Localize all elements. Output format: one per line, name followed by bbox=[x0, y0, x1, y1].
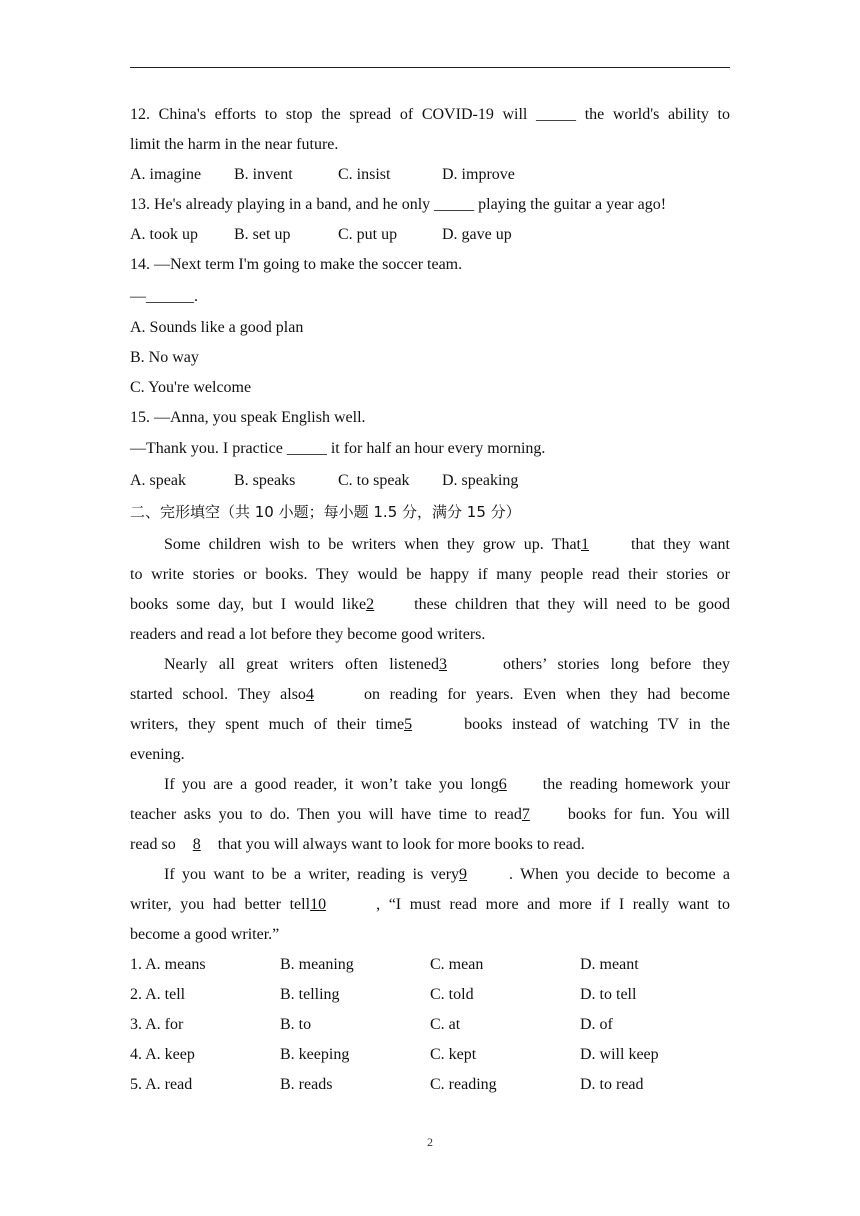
cloze-4-option-a: 4. A. keep bbox=[130, 1046, 195, 1063]
blank-4: 4 bbox=[305, 686, 314, 703]
blank-2: 2 bbox=[366, 596, 375, 613]
blank-8: 8 bbox=[192, 836, 201, 853]
blank-7: 7 bbox=[521, 806, 530, 823]
cloze-2-option-d: D. to tell bbox=[580, 986, 637, 1003]
cloze-1-option-d: D. meant bbox=[580, 956, 639, 973]
q12-option-d: D. improve bbox=[442, 166, 515, 183]
passage-line: writers, they spent much of their time5 books instead of watching TV in the bbox=[130, 716, 731, 733]
passage-line: If you want to be a writer, reading is very9 . When you decide to become a bbox=[164, 866, 731, 883]
passage-line: evening. bbox=[130, 746, 185, 763]
passage-line: books some day, but I would like2 these children that they will need to be good bbox=[130, 596, 730, 613]
cloze-5-option-a: 5. A. read bbox=[130, 1076, 193, 1093]
cloze-3-option-d: D. of bbox=[580, 1016, 613, 1033]
question-15-response: —Thank you. I practice _____ it for half an hour every morning. bbox=[130, 440, 546, 457]
cloze-3-option-a: 3. A. for bbox=[130, 1016, 184, 1033]
q15-option-d: D. speaking bbox=[442, 472, 519, 489]
cloze-1-option-b: B. meaning bbox=[280, 956, 354, 973]
question-13-text: 13. He's already playing in a band, and he only _____ playing the guitar a year ago! bbox=[130, 196, 667, 213]
cloze-3-option-c: C. at bbox=[430, 1016, 461, 1033]
cloze-3-option-b: B. to bbox=[280, 1016, 312, 1033]
cloze-2-option-c: C. told bbox=[430, 986, 474, 1003]
passage-line: writer, you had better tell10 , “I must read more and more if I really want to bbox=[130, 896, 731, 913]
q12-option-c: C. insist bbox=[338, 166, 391, 183]
cloze-5-option-b: B. reads bbox=[280, 1076, 333, 1093]
q14-option-b: B. No way bbox=[130, 349, 199, 366]
blank-1: 1 bbox=[581, 536, 589, 553]
q13-option-a: A. took up bbox=[130, 226, 198, 243]
header-rule bbox=[130, 67, 730, 68]
q15-option-a: A. speak bbox=[130, 472, 186, 489]
passage-line: to write stories or books. They would be happy if many people read their stories or bbox=[130, 566, 730, 583]
question-12-text: 12. China's efforts to stop the spread of COVID-19 will _____ the world's ability to bbox=[130, 106, 730, 123]
cloze-5-option-c: C. reading bbox=[430, 1076, 497, 1093]
passage-line: If you are a good reader, it won’t take you long6 the reading homework your bbox=[164, 776, 731, 793]
passage-line: become a good writer.” bbox=[130, 926, 280, 943]
q14-option-a: A. Sounds like a good plan bbox=[130, 319, 304, 336]
q15-option-c: C. to speak bbox=[338, 472, 410, 489]
passage-line: Some children wish to be writers when they grow up. That1 that they want bbox=[164, 536, 731, 553]
q14-option-c: C. You're welcome bbox=[130, 379, 252, 396]
passage-line: started school. They also4 on reading for years. Even when they had become bbox=[130, 686, 730, 703]
blank-9: 9 bbox=[459, 866, 468, 883]
cloze-4-option-c: C. kept bbox=[430, 1046, 477, 1063]
cloze-4-option-b: B. keeping bbox=[280, 1046, 350, 1063]
passage-line: teacher asks you to do. Then you will have time to read7 books for fun. You will bbox=[130, 806, 730, 823]
blank-5: 5 bbox=[404, 716, 413, 733]
q15-option-b: B. speaks bbox=[234, 472, 296, 489]
q12-option-b: B. invent bbox=[234, 166, 293, 183]
question-14-response: —______. bbox=[130, 288, 198, 305]
q13-option-b: B. set up bbox=[234, 226, 291, 243]
section-title: 二、完形填空（共 10 小题；每小题 1.5 分，满分 15 分） bbox=[130, 503, 521, 521]
q13-option-d: D. gave up bbox=[442, 226, 512, 243]
cloze-1-option-a: 1. A. means bbox=[130, 956, 206, 973]
blank-3: 3 bbox=[439, 656, 447, 673]
cloze-1-option-c: C. mean bbox=[430, 956, 484, 973]
cloze-5-option-d: D. to read bbox=[580, 1076, 644, 1093]
question-12-text-cont: limit the harm in the near future. bbox=[130, 136, 339, 153]
blank-10: 10 bbox=[310, 896, 327, 913]
q12-option-a: A. imagine bbox=[130, 166, 202, 183]
question-15-text: 15. —Anna, you speak English well. bbox=[130, 409, 366, 426]
question-14-text: 14. —Next term I'm going to make the soccer team. bbox=[130, 256, 463, 273]
passage-line: Nearly all great writers often listened3 others’ stories long before they bbox=[164, 656, 730, 673]
cloze-4-option-d: D. will keep bbox=[580, 1046, 659, 1063]
blank-6: 6 bbox=[498, 776, 507, 793]
passage-line: readers and read a lot before they become good writers. bbox=[130, 626, 486, 643]
passage-line: read so 8 that you will always want to look for more books to read. bbox=[130, 836, 585, 853]
q13-option-c: C. put up bbox=[338, 226, 398, 243]
page-number: 2 bbox=[427, 1135, 433, 1149]
cloze-2-option-b: B. telling bbox=[280, 986, 340, 1003]
cloze-2-option-a: 2. A. tell bbox=[130, 986, 186, 1003]
